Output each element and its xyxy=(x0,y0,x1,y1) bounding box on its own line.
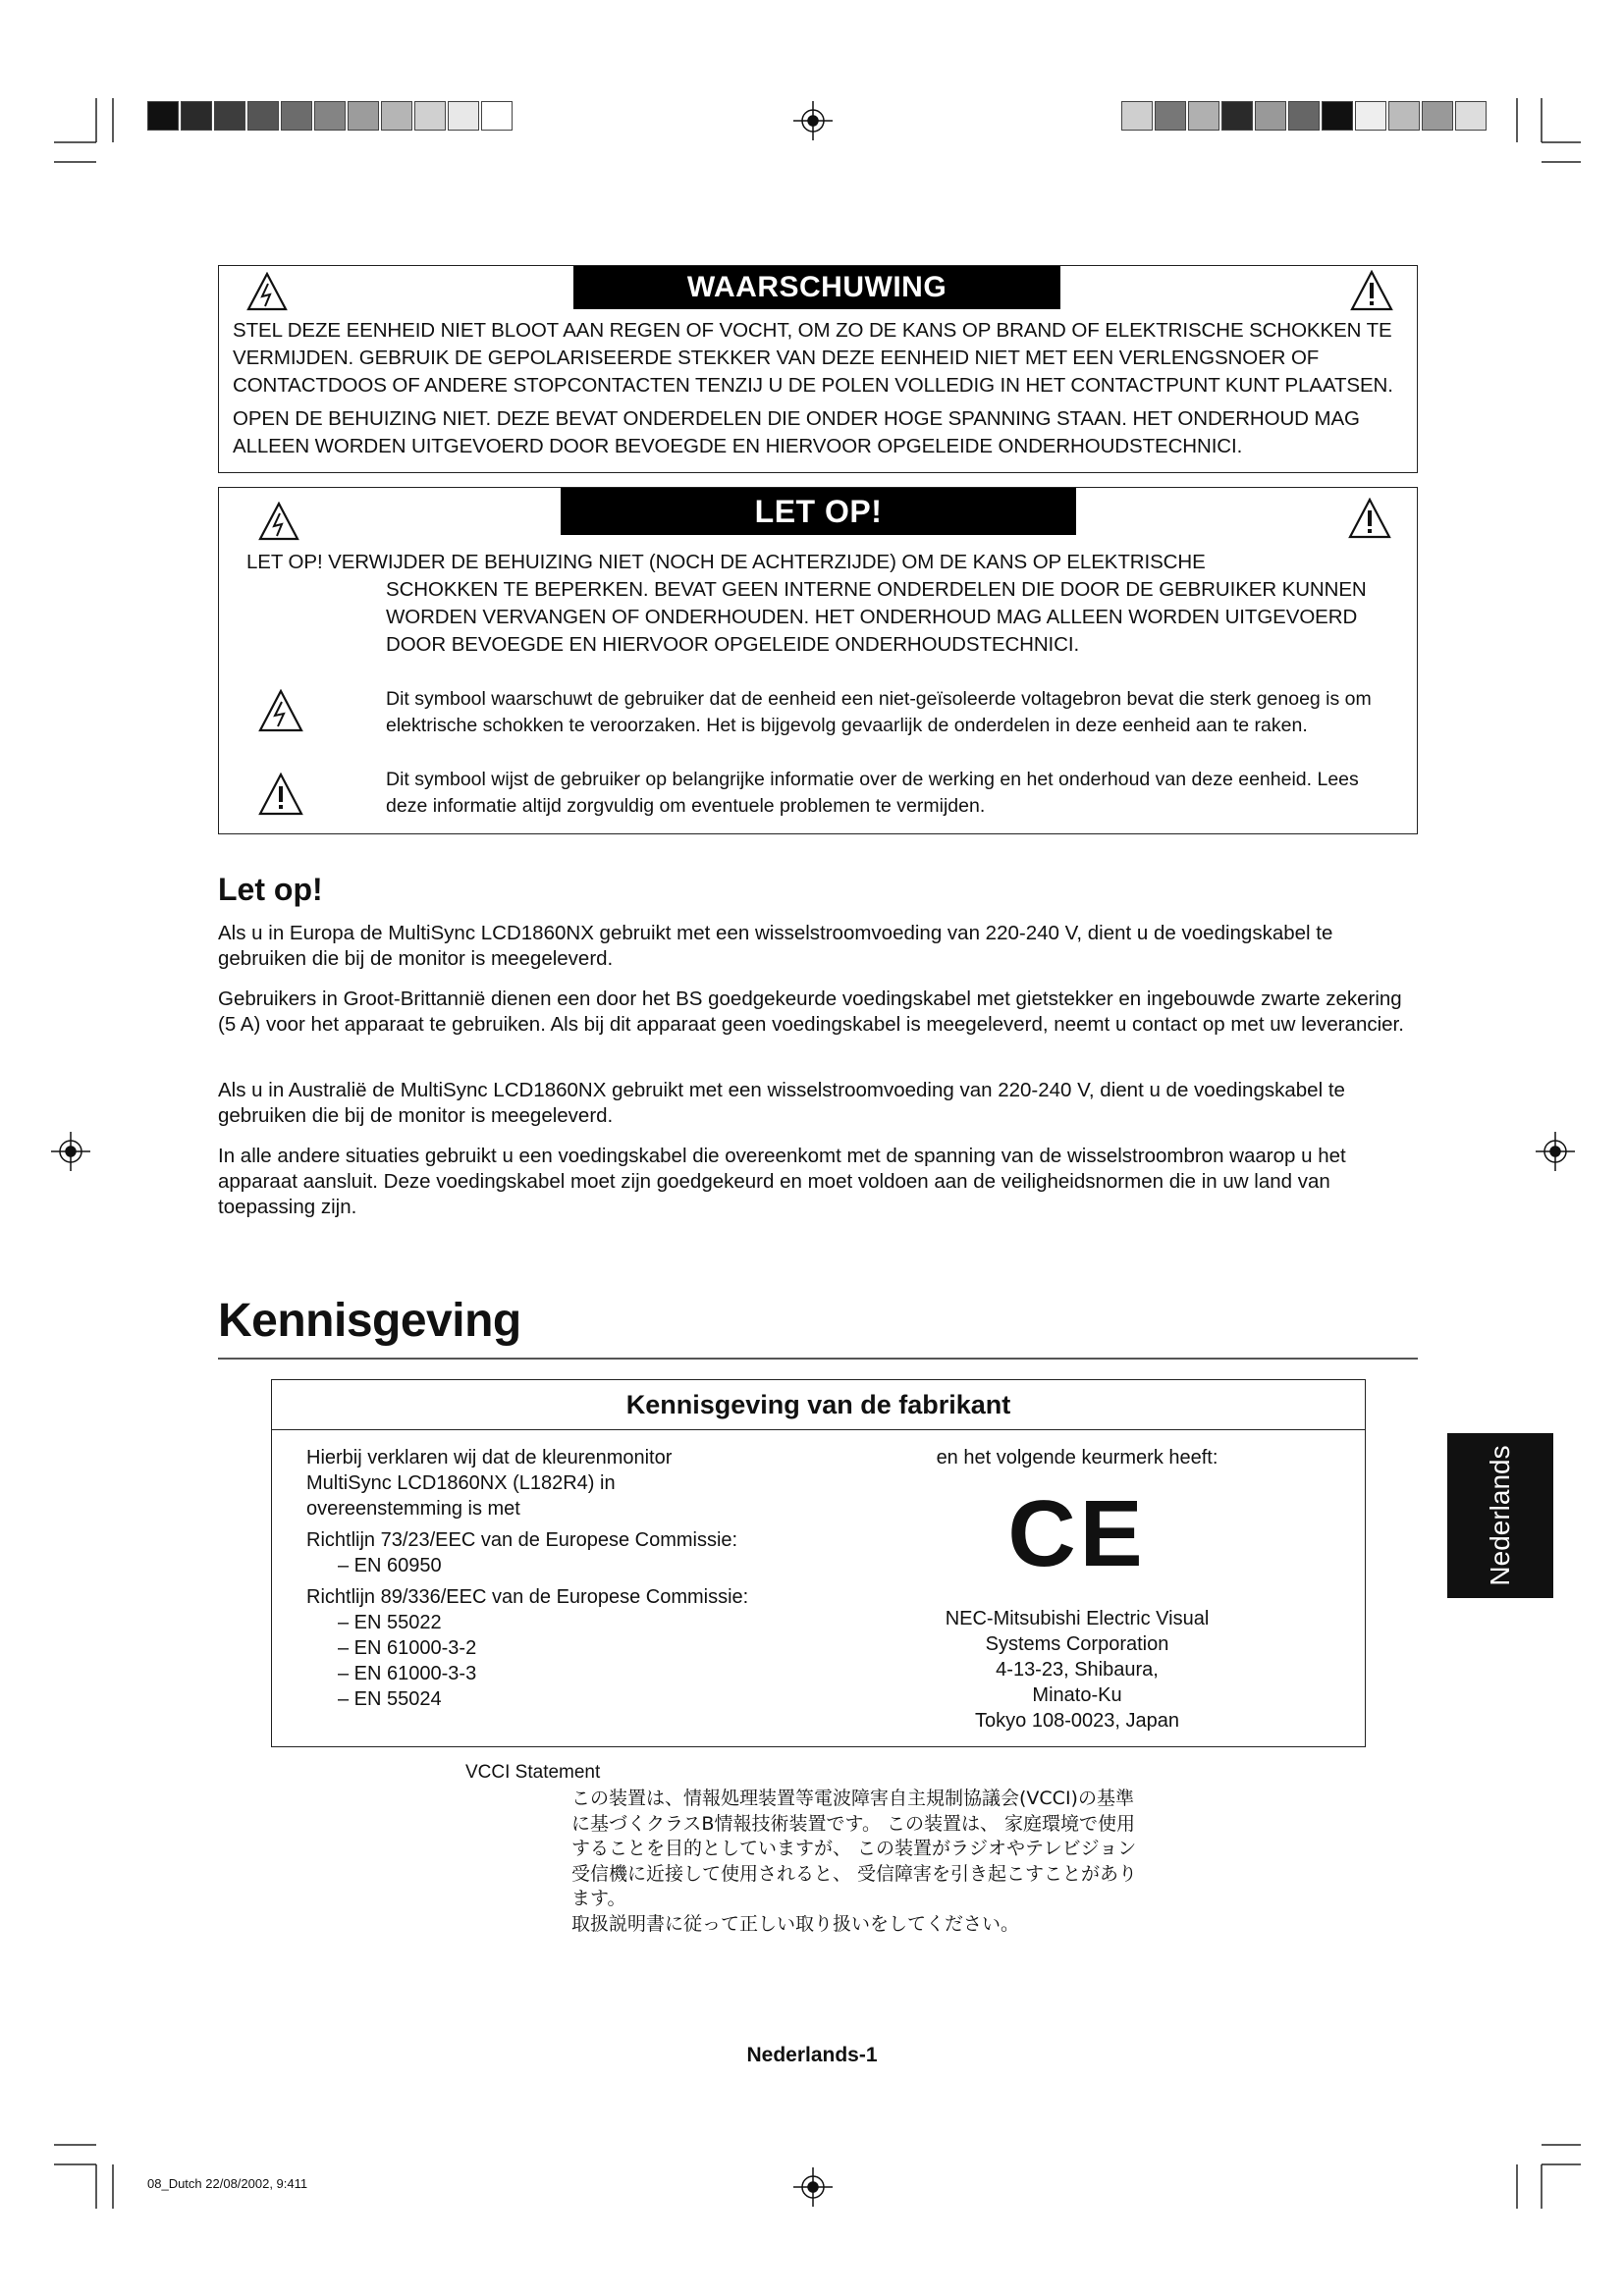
caution-line-rest: SCHOKKEN TE BEPERKEN. BEVAT GEEN INTERNE ONDERDELEN DIE DOOR DE GEBRUIKER KUNNEN WORDEN VERVANGEN OF ONDERHOUDEN. HET ONDERHOUD MAG ALLEEN WORDEN UITGEVOERD DOOR BEVOEGDE EN HIERVOOR OPGELEIDE ONDERHOUDSTECHNICI. xyxy=(386,578,1367,656)
let-op-paragraph-1: Als u in Europa de MultiSync LCD1860NX gebruikt met een wisselstroomvoeding van 220-240 V, dient u de voedingskabel te gebruiken die bij de monitor is meegeleverd. xyxy=(218,922,1333,970)
vcci-statement xyxy=(571,1787,1200,1937)
vcci-line: に基づくクラスB情報技術装置です。 この装置は、 家庭環境で使用 xyxy=(571,1812,1136,1835)
directive-1: Richtlijn 73/23/EEC van de Europese Commissie: xyxy=(306,1529,738,1551)
lightning-symbol-icon xyxy=(258,689,303,732)
vcci-line: 取扱説明書に従って正しい取り扱いをしてください。 xyxy=(571,1912,1020,1935)
ce-mark: CE xyxy=(1007,1481,1147,1586)
vcci-line: この装置は、情報処理装置等電波障害自主規制協議会(VCCI)の基準 xyxy=(571,1788,1134,1809)
company-line: Systems Corporation xyxy=(985,1633,1169,1655)
let-op-paragraph-3: Als u in Australië de MultiSync LCD1860NX gebruikt met een wisselstroomvoeding van 220-240 V, dient u de voedingskabel te gebruiken die bij de monitor is meegeleverd. xyxy=(218,1079,1345,1127)
directive-2: Richtlijn 89/336/EEC van de Europese Commissie: xyxy=(306,1586,749,1608)
page-number: Nederlands-1 xyxy=(746,2044,878,2066)
warning-box xyxy=(218,265,1418,473)
warning-title: WAARSCHUWING xyxy=(573,266,1060,309)
caution-box xyxy=(218,487,1418,834)
warning-paragraph-2: OPEN DE BEHUIZING NIET. DEZE BEVAT ONDERDELEN DIE ONDER HOGE SPANNING STAAN. HET ONDERHOUD MAG ALLEEN WORDEN UITGEVOERD DOOR BEVOEGDE EN HIERVOOR OPGELEIDE ONDERHOUDSTECHNICI. xyxy=(233,407,1360,457)
declaration-right-column xyxy=(822,1445,1332,1734)
exclamation-symbol-icon xyxy=(258,773,303,816)
directive-1-item: – EN 60950 xyxy=(338,1555,442,1576)
lightning-warning-icon xyxy=(246,272,288,311)
let-op-paragraph-4: In alle andere situaties gebruikt u een voedingskabel die overeenkomt met de spanning van de wisselstroombron waarop u het apparaat aansluit. Deze voedingskabel moet zijn goedgekeurd en moet voldoen aan de veiligheidsnormen die in uw land van toepassing zijn. xyxy=(218,1145,1346,1218)
directive-2-item: – EN 61000-3-3 xyxy=(338,1663,477,1684)
declaration-left-column xyxy=(306,1445,817,1718)
vcci-heading: VCCI Statement xyxy=(465,1762,601,1783)
intro-line-1: Hierbij verklaren wij dat de kleurenmonitor xyxy=(306,1447,673,1468)
exclamation-symbol-text: Dit symbool wijst de gebruiker op belangrijke informatie over de werking en het onderhoud van deze eenheid. Lees deze informatie altijd zorgvuldig om eventuele problemen te vermijden. xyxy=(386,769,1359,817)
title-rule xyxy=(218,1358,1418,1360)
company-line: Minato-Ku xyxy=(1032,1684,1122,1706)
directive-2-item: – EN 55022 xyxy=(338,1612,442,1633)
vcci-line: することを目的としていますが、 この装置がラジオやテレビジョン xyxy=(571,1838,1137,1859)
manufacturer-declaration-box xyxy=(271,1379,1366,1747)
let-op-heading: Let op! xyxy=(218,872,323,907)
company-line: NEC-Mitsubishi Electric Visual xyxy=(945,1608,1210,1629)
directive-2-item: – EN 55024 xyxy=(338,1688,442,1710)
warning-paragraph-1: STEL DEZE EENHEID NIET BLOOT AAN REGEN OF VOCHT, OM ZO DE KANS OP BRAND OF ELEKTRISCHE SCHOKKEN TE VERMIJDEN. GEBRUIK DE GEPOLARISEERDE STEKKER VAN DEZE EENHEID NIET MET EEN VERLENGSNOER OF CONTACTDOOS OF ANDERE STOPCONTACTEN TENZIJ U DE POLEN VOLLEDIG IN HET CONTACTPUNT KUNT PLAATSEN. xyxy=(233,319,1393,397)
language-tab xyxy=(1447,1433,1553,1598)
let-op-paragraph-2: Gebruikers in Groot-Brittannië dienen een door het BS goedgekeurde voedingskabel met gietstekker en ingebouwde zwarte zekering (5 A) voor het apparaat te gebruiken. Als bij dit apparaat geen voedingskabel is meegeleverd, neemt u contact op met uw leverancier. xyxy=(218,988,1404,1036)
kennisgeving-title: Kennisgeving xyxy=(218,1295,521,1347)
declaration-title: Kennisgeving van de fabrikant xyxy=(272,1380,1365,1430)
company-line: Tokyo 108-0023, Japan xyxy=(975,1710,1179,1732)
mark-intro: en het volgende keurmerk heeft: xyxy=(936,1447,1218,1468)
lightning-symbol-text: Dit symbool waarschuwt de gebruiker dat de eenheid een niet-geïsoleerde voltagebron bevat die sterk genoeg is om elektrische schokken te veroorzaken. Het is bijgevolg gevaarlijk de onderdelen in deze eenheid aan te raken. xyxy=(386,688,1372,736)
directive-2-item: – EN 61000-3-2 xyxy=(338,1637,477,1659)
file-info: 08_Dutch 22/08/2002, 9:411 xyxy=(147,2176,308,2191)
company-line: 4-13-23, Shibaura, xyxy=(996,1659,1159,1681)
exclamation-warning-icon xyxy=(1350,270,1393,311)
intro-line-2: MultiSync LCD1860NX (L182R4) in xyxy=(306,1472,616,1494)
vcci-line: ます。 xyxy=(571,1888,626,1909)
language-tab-label: Nederlands xyxy=(1485,1445,1515,1586)
exclamation-warning-icon xyxy=(1348,498,1391,539)
intro-line-3: overeenstemming is met xyxy=(306,1498,520,1520)
caution-title: LET OP! xyxy=(561,488,1076,535)
caution-label: LET OP! xyxy=(246,551,323,573)
lightning-warning-icon xyxy=(258,502,299,541)
vcci-line: 受信機に近接して使用されると、 受信障害を引き起こすことがあり xyxy=(571,1862,1138,1885)
caution-line-1: VERWIJDER DE BEHUIZING NIET (NOCH DE ACHTERZIJDE) OM DE KANS OP ELEKTRISCHE xyxy=(328,551,1206,573)
